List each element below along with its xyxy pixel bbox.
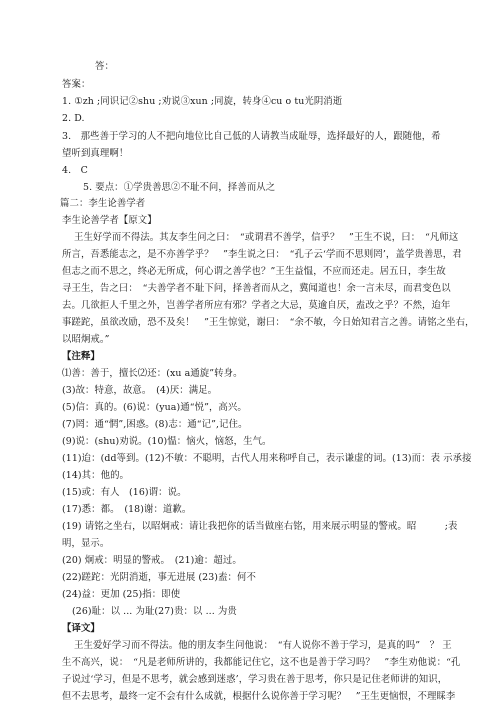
note-line: (9)说：(shu)劝说。(10)愠：恼火，恼怒，生气。	[62, 436, 272, 447]
note-line: (22)蹉跎：光阴消逝，事无进展 (23)盍：何不	[62, 572, 256, 583]
note-line: (14)其：他的。	[62, 470, 130, 481]
translation-line: 王生爱好学习而不得法。他的朋友李生问他说： “有人说你不善于学习，是真的吗” ？ 王	[74, 640, 452, 651]
translation-line: 子说过‘学习，但是不思考，就会感到迷惑’，学习贵在善于思考，你只是记住老师讲的知识，	[62, 674, 448, 685]
answer-prompt: 答：	[95, 61, 114, 72]
original-line: 寻王生，告之曰： “夫善学者不耻下问，择善者而从之，冀闻道也！余一言未尽，而君变色以	[62, 283, 451, 294]
original-line: 但志之而不思之，终必无所成，何心谓之善学也？”王生益愠，不应而还走。居五日，李生故	[62, 266, 446, 277]
translation-title: 【译文】	[62, 623, 100, 634]
part-title: 篇二：李生论善学者	[60, 198, 146, 209]
note-line: (19) 请铭之坐右，以昭炯戒：请让我把你的话当做座右铭，用来展示明显的警戒。昭 ;表	[62, 521, 458, 532]
answer-5: 5. 要点：①学贵善思②不耻不问，择善而从之	[83, 182, 276, 193]
original-line: 事蹉跎，虽欲改励，恐不及矣！ ”王生惊觉，谢曰： “余不敏，今日始知君言之善。请铭之坐右，	[62, 317, 475, 328]
original-line: 王生好学而不得法。其友李生问之曰： “或谓君不善学，信乎？ ”王生不说，曰： “凡师这	[74, 232, 459, 243]
note-line: ⑴善：善于，擅长⑵还：(xu a通旋”转身。	[62, 368, 243, 379]
note-line: (11)迨：(dd等到。(12)不敏：不聪明，古代人用来称呼自己，表示谦虚的词。(13)而：表 示承接	[62, 453, 472, 464]
note-line: (26)耻：以 ... 为耻(27)贵：以 ... 为贵	[72, 606, 237, 617]
answer-2: 2. D.	[62, 113, 85, 124]
note-line: 明，显示。	[62, 538, 110, 549]
answer-4: 4. C	[62, 165, 88, 176]
note-line: (5)信：真的。(6)说：(yua)通“悦”，高兴。	[62, 402, 247, 413]
answer-3-line-1: 3. 那些善于学习的人不把向地位比自己低的人请教当成耻辱，选择最好的人，跟随他，希	[62, 131, 441, 142]
note-line: (15)或：有人 (16)谓：说。	[62, 487, 187, 498]
note-line: (3)故：特意，故意。 (4)厌：满足。	[62, 385, 218, 396]
note-line: (7)罔：通“惘”,困惑。(8)志：通“记”,记住。	[62, 419, 248, 430]
notes-title: 【注释】	[62, 351, 100, 362]
original-line: 以昭炯戒。”	[62, 334, 110, 345]
note-line: (20) 炯戒：明显的警戒。 (21)逾：超过。	[62, 555, 242, 566]
original-text-title: 李生论善学者【原文】	[62, 215, 157, 226]
translation-line: 生不高兴，说： “凡是老师所讲的，我都能记住它，这不也是善于学习吗？ ”李生劝他说：“孔	[62, 657, 461, 668]
original-line: 去。几欲拒人千里之外，岂善学者所应有邪？学者之大忌，莫逾自厌，盍改之乎？不然，迨年	[62, 300, 451, 311]
original-line: 所言，吾悉能志之，是不亦善学乎？ ”李生说之曰： “孔子云‘学而不思则罔’，盖学贵善思，君	[62, 249, 462, 260]
answer-1: 1. ①zh ;同识记②shu ;劝说③xun ;同旋，转身④cu o tu光阴消逝	[62, 96, 343, 107]
note-line: (24)益：更加 (25)指：即使	[62, 589, 181, 600]
note-line: (17)悉：都。 (18)谢：道歉。	[62, 504, 192, 515]
answer-3-line-2: 望听到真理啊！	[62, 148, 129, 159]
translation-line: 但不去思考，最终一定不会有什么成就，根据什么说你善于学习呢？ ”王生更恼恨，不理睬李	[62, 691, 456, 702]
answer-heading: 答案：	[62, 79, 91, 90]
